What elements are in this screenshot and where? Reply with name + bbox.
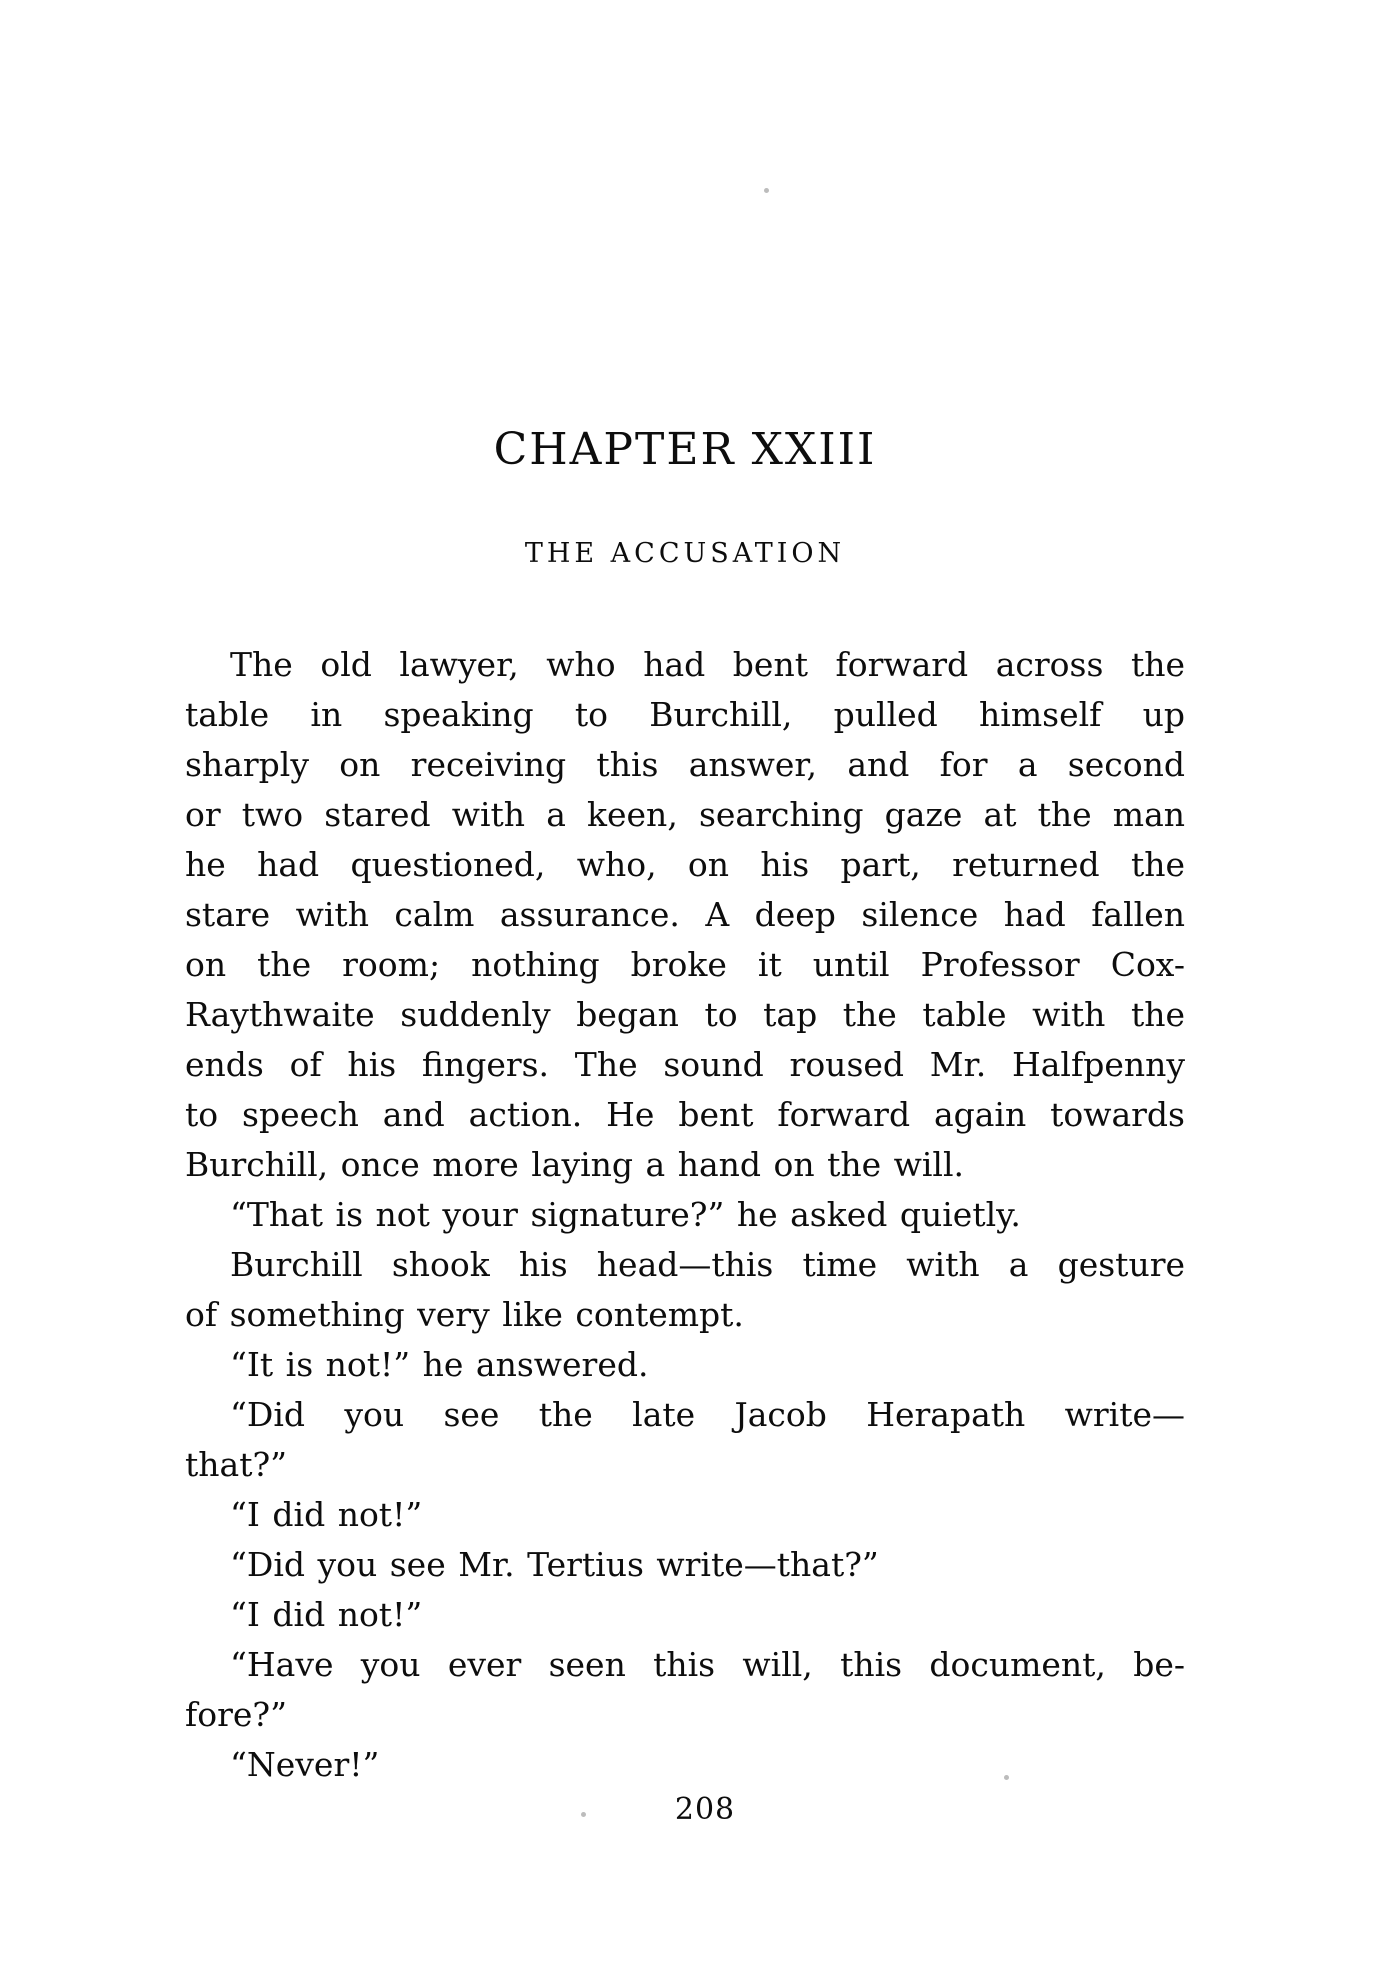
- text-line: The old lawyer, who had bent forward across the: [230, 645, 1185, 684]
- text-line: to speech and action. He bent forward again towards: [185, 1095, 1185, 1134]
- text-line: of something very like contempt.: [185, 1295, 744, 1334]
- text-line: table in speaking to Burchill, pulled himself up: [185, 695, 1185, 734]
- text-line: “Have you ever seen this will, this document, be-: [230, 1645, 1185, 1684]
- text-line: sharply on receiving this answer, and for a second: [185, 745, 1185, 784]
- scan-speck: [764, 188, 769, 193]
- section-title: THE ACCUSATION: [524, 538, 846, 569]
- text-line: on the room; nothing broke it until Professor Cox-: [185, 945, 1185, 984]
- chapter-title: CHAPTER XXIII: [493, 424, 877, 475]
- text-line: Burchill, once more laying a hand on the will.: [185, 1145, 965, 1184]
- text-line: Burchill shook his head—this time with a gesture: [230, 1245, 1185, 1284]
- text-line: “Did you see Mr. Tertius write—that?”: [230, 1545, 879, 1584]
- text-line: fore?”: [185, 1695, 287, 1734]
- body-text: [185, 640, 1185, 1790]
- text-line: “Never!”: [230, 1745, 380, 1784]
- scan-speck: [581, 1812, 586, 1817]
- text-line: “I did not!”: [230, 1495, 423, 1534]
- scan-speck: [1004, 1775, 1009, 1780]
- text-line: “I did not!”: [230, 1595, 423, 1634]
- text-line: Raythwaite suddenly began to tap the table with the: [185, 995, 1185, 1034]
- text-line: or two stared with a keen, searching gaze at the man: [185, 795, 1185, 834]
- text-line: that?”: [185, 1445, 288, 1484]
- text-line: “Did you see the late Jacob Herapath write—: [230, 1395, 1185, 1434]
- text-line: “It is not!” he answered.: [230, 1345, 649, 1384]
- text-line: “That is not your signature?” he asked quietly.: [230, 1195, 1021, 1234]
- text-line: he had questioned, who, on his part, returned the: [185, 845, 1185, 884]
- page-number: 208: [674, 1792, 736, 1827]
- text-line: stare with calm assurance. A deep silence had fallen: [185, 895, 1185, 934]
- text-line: ends of his fingers. The sound roused Mr. Halfpenny: [185, 1045, 1185, 1084]
